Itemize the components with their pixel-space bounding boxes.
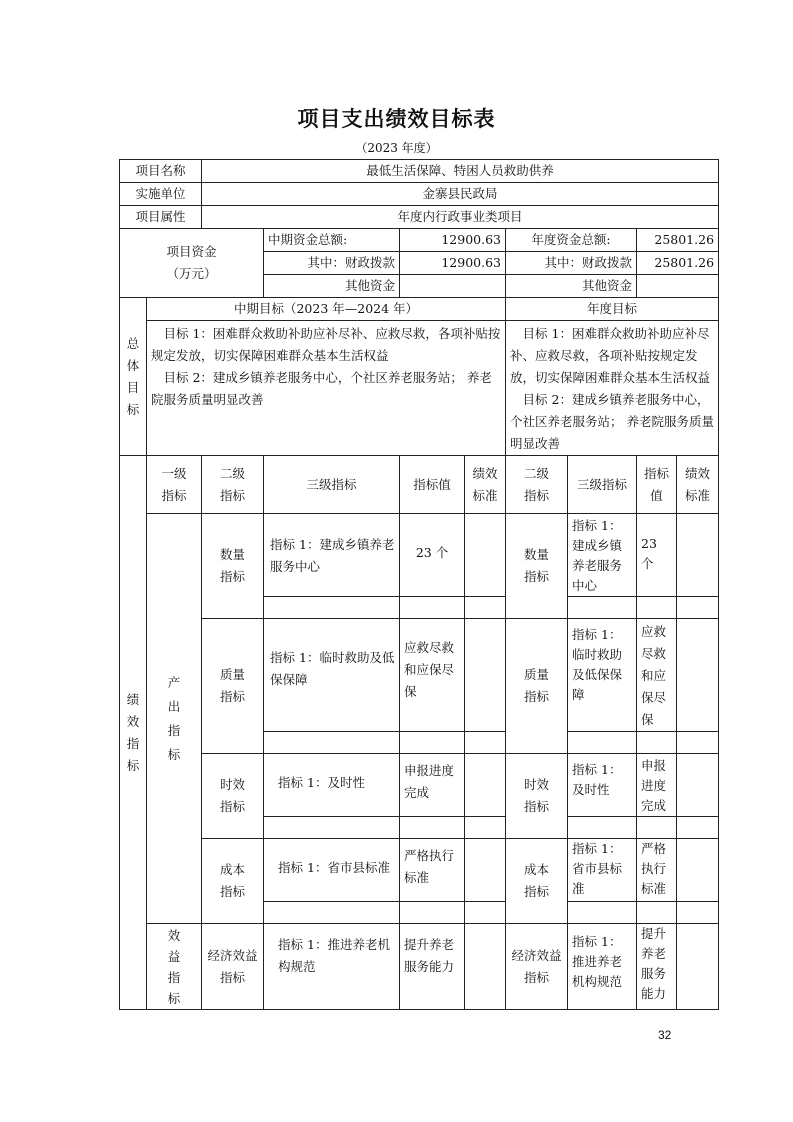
row-quantity-l2-text: 数量指标 — [220, 547, 246, 584]
hdr-level2-mid — [202, 456, 264, 514]
row-quality-mid-l3: 指标 1：临时救助及低保保障 — [264, 619, 400, 732]
row-econ-year-std — [677, 924, 719, 1010]
mid-other-label: 其他资金 — [264, 275, 400, 298]
row-time-mid-val-empty — [400, 817, 465, 839]
row-cost-year-val: 严格执行标准 — [637, 839, 677, 902]
row-econ-year-val: 提升养老服务能力 — [637, 924, 677, 1010]
year-other-value — [637, 275, 719, 298]
row-cost-mid-val-empty — [400, 902, 465, 924]
row-time-year-val-empty — [637, 817, 677, 839]
row-cost-year-l3: 指标 1：省市县标准 — [568, 839, 637, 902]
row-time-year-l2-text: 时效指标 — [524, 777, 550, 814]
row-quality-year-std-empty — [677, 732, 719, 754]
hdr-value-mid: 指标值 — [400, 456, 465, 514]
row-time-mid-val: 申报进度完成 — [400, 754, 465, 817]
row-time-mid-l3-empty — [264, 817, 400, 839]
mid-other-value — [400, 275, 506, 298]
hdr-standard-mid — [465, 456, 506, 514]
row-time-year-l2 — [506, 754, 568, 839]
hdr-standard-year — [677, 456, 719, 514]
row-time-year-l3-empty — [568, 817, 637, 839]
row-time-year-std — [677, 754, 719, 817]
hdr-level3-year: 三级指标 — [568, 456, 637, 514]
project-name-label: 项目名称 — [120, 160, 202, 183]
row-quantity-year-val-empty — [637, 597, 677, 619]
funds-label: 项目资金 — [166, 244, 217, 259]
row-time-mid-std-empty — [465, 817, 506, 839]
row-cost-mid-std-empty — [465, 902, 506, 924]
row-quantity-mid-val: 23 个 — [400, 514, 465, 597]
mid-fiscal-value: 12900.63 — [400, 252, 506, 275]
mid-total-label: 中期资金总额: — [264, 229, 400, 252]
row-time-mid-std — [465, 754, 506, 817]
row-econ-l2-text: 经济效益指标 — [207, 947, 258, 985]
year-other-label: 其他资金 — [506, 275, 637, 298]
funds-label-cell — [120, 229, 264, 298]
year-fiscal-value: 25801.26 — [637, 252, 719, 275]
row-quality-mid-val: 应救尽救和应保尽保 — [400, 619, 465, 732]
row-quantity-year-val: 23 个 — [637, 514, 677, 597]
mid-total-value: 12900.63 — [400, 229, 506, 252]
row-quantity-year-l3: 指标 1：建成乡镇养老服务中心 — [568, 514, 637, 597]
project-name-value: 最低生活保障、特困人员救助供养 — [202, 160, 719, 183]
row-quantity-year-std-empty — [677, 597, 719, 619]
row-quantity-mid-l3-empty — [264, 597, 400, 619]
row-quality-mid-val-empty — [400, 732, 465, 754]
mid-goal-header: 中期目标（2023 年—2024 年） — [147, 298, 506, 321]
attr-value: 年度内行政事业类项目 — [202, 206, 719, 229]
row-cost-year-l2 — [506, 839, 568, 924]
year-total-label: 年度资金总额: — [506, 229, 637, 252]
row-cost-mid-l3: 指标 1：省市县标准 — [264, 839, 400, 902]
perf-label — [120, 456, 147, 1010]
unit-label: 实施单位 — [120, 183, 202, 206]
row-cost-mid-l3-empty — [264, 902, 400, 924]
hdr-level3-mid: 三级指标 — [264, 456, 400, 514]
row-quantity-mid-std — [465, 514, 506, 597]
row-quantity-l2 — [202, 514, 264, 619]
row-quality-year-l2 — [506, 619, 568, 754]
row-econ-year-l2 — [506, 924, 568, 1010]
row-quantity-mid-l3: 指标 1：建成乡镇养老服务中心 — [264, 514, 400, 597]
row-econ-mid-val: 提升养老服务能力 — [400, 924, 465, 1010]
page-number: 32 — [658, 1028, 672, 1042]
row-time-year-std-empty — [677, 817, 719, 839]
mid-goal-1: 目标 1：困难群众救助补助应补尽补、应救尽救，各项补贴按规定发放，切实保障困难群众基本生活权益 — [151, 326, 501, 363]
row-quantity-year-l2 — [506, 514, 568, 619]
row-econ-mid-std — [465, 924, 506, 1010]
row-econ-l2 — [202, 924, 264, 1010]
year-goal-text — [506, 321, 719, 456]
performance-table — [119, 159, 719, 1010]
overall-goal-label-text: 总体目标 — [126, 335, 140, 417]
mid-goal-2: 目标 2：建成乡镇养老服务中心，个社区养老服务站； 养老院服务质量明显改善 — [151, 370, 492, 407]
year-goal-header: 年度目标 — [506, 298, 719, 321]
row-econ-mid-l3: 指标 1：推进养老机构规范 — [264, 924, 400, 1010]
row-cost-year-l3-empty — [568, 902, 637, 924]
overall-goal-label — [120, 298, 147, 456]
row-cost-year-l2-text: 成本指标 — [524, 862, 550, 899]
funds-unit: （万元） — [166, 266, 217, 281]
hdr-level1 — [147, 456, 202, 514]
perf-label-text: 绩效指标 — [126, 691, 140, 773]
row-econ-year-l2-text: 经济效益指标 — [511, 947, 562, 985]
hdr-level1-text: 一级指标 — [161, 465, 187, 503]
row-quality-year-val-empty — [637, 732, 677, 754]
row-quality-mid-std-empty — [465, 732, 506, 754]
row-quantity-year-std — [677, 514, 719, 597]
row-quantity-year-l2-text: 数量指标 — [524, 547, 550, 584]
row-cost-year-std-empty — [677, 902, 719, 924]
row-time-mid-l3: 指标 1：及时性 — [264, 754, 400, 817]
hdr-value-year-text: 指标值 — [644, 465, 670, 503]
output-label-text: 产出指标 — [167, 674, 181, 762]
row-quality-l2 — [202, 619, 264, 754]
benefit-label — [147, 924, 202, 1010]
row-quality-year-val: 应救尽救和应保尽保 — [637, 619, 677, 732]
row-cost-mid-val: 严格执行标准 — [400, 839, 465, 902]
hdr-level2-year-text: 二级指标 — [524, 465, 550, 503]
output-label — [147, 514, 202, 924]
row-quantity-mid-val-empty — [400, 597, 465, 619]
year-total-value: 25801.26 — [637, 229, 719, 252]
benefit-label-text: 效益指标 — [167, 927, 181, 1006]
row-quantity-mid-std-empty — [465, 597, 506, 619]
mid-fiscal-label: 其中：财政拨款 — [264, 252, 400, 275]
row-quantity-year-l3-empty — [568, 597, 637, 619]
row-quality-year-l2-text: 质量指标 — [524, 667, 550, 704]
hdr-value-year — [637, 456, 677, 514]
year-goal-2: 目标 2：建成乡镇养老服务中心，个社区养老服务站； 养老院服务质量明显改善 — [510, 392, 714, 451]
row-quality-year-l3: 指标 1：临时救助及低保保障 — [568, 619, 637, 732]
row-cost-l2 — [202, 839, 264, 924]
row-time-year-l3: 指标 1：及时性 — [568, 754, 637, 817]
hdr-standard-mid-text: 绩效标准 — [472, 465, 498, 503]
row-cost-year-val-empty — [637, 902, 677, 924]
row-cost-l2-text: 成本指标 — [220, 862, 246, 899]
page-title: 项目支出绩效目标表 — [297, 107, 496, 131]
unit-value: 金寨县民政局 — [202, 183, 719, 206]
year-goal-1: 目标 1：困难群众救助补助应补尽补、应救尽救，各项补贴按规定发放，切实保障困难群众基本生活权益 — [510, 326, 711, 385]
row-quality-mid-std — [465, 619, 506, 732]
hdr-level2-mid-text: 二级指标 — [220, 465, 246, 503]
hdr-standard-year-text: 绩效标准 — [685, 465, 711, 503]
mid-goal-text — [147, 321, 506, 456]
hdr-level2-year — [506, 456, 568, 514]
row-quality-year-l3-empty — [568, 732, 637, 754]
row-cost-mid-std — [465, 839, 506, 902]
row-time-year-val: 申报进度完成 — [637, 754, 677, 817]
row-quality-year-std — [677, 619, 719, 732]
year-fiscal-label: 其中：财政拨款 — [506, 252, 637, 275]
attr-label: 项目属性 — [120, 206, 202, 229]
row-time-l2-text: 时效指标 — [220, 777, 246, 814]
year-subtitle: （2023 年度） — [355, 141, 438, 155]
row-time-l2 — [202, 754, 264, 839]
row-cost-year-std — [677, 839, 719, 902]
row-quality-mid-l3-empty — [264, 732, 400, 754]
row-quality-l2-text: 质量指标 — [220, 667, 246, 704]
row-econ-year-l3: 指标 1：推进养老机构规范 — [568, 924, 637, 1010]
